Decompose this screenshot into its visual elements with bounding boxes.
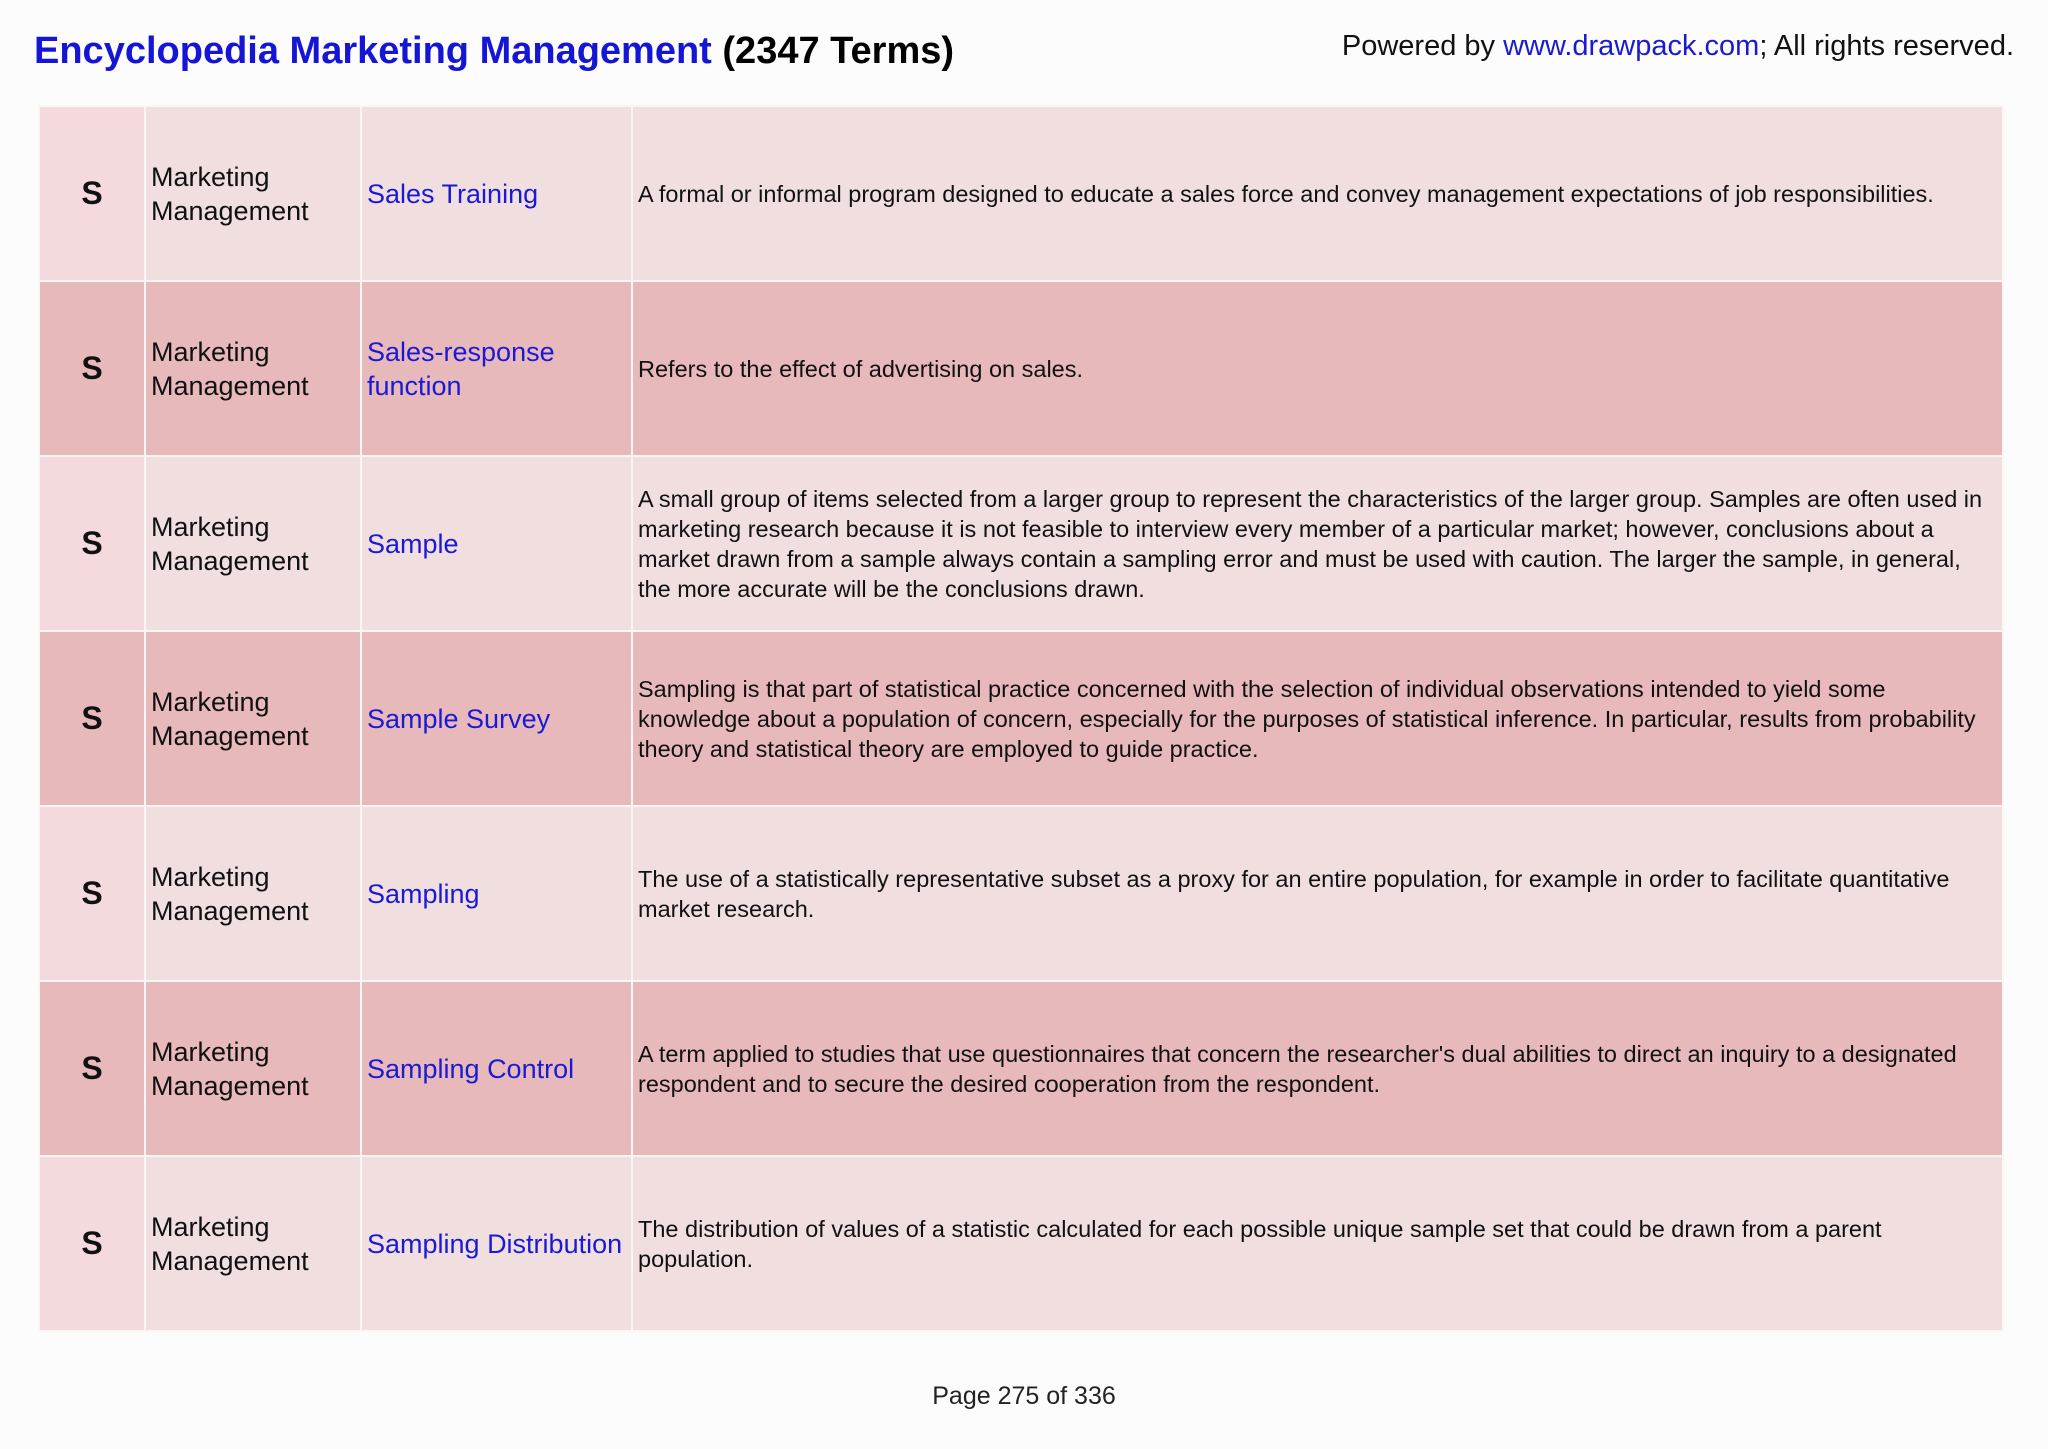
definition-cell: Refers to the effect of advertising on sales.: [632, 281, 2003, 456]
letter-cell: S: [39, 1156, 145, 1331]
definition-cell: The use of a statistically representative subset as a proxy for an entire population, for example in order to facilitate quantitative market research.: [632, 806, 2003, 981]
definition-cell: A formal or informal program designed to educate a sales force and convey management expectations of job responsibilities.: [632, 106, 2003, 281]
term-link[interactable]: Sales Training: [361, 106, 632, 281]
category-cell: Marketing Management: [145, 631, 361, 806]
powered-suffix: ; All rights reserved.: [1759, 30, 2014, 62]
encyclopedia-title: Encyclopedia Marketing Management: [34, 30, 712, 72]
letter-cell: S: [39, 281, 145, 456]
category-cell: Marketing Management: [145, 806, 361, 981]
table-row: [39, 981, 2003, 1156]
table-row: [39, 456, 2003, 631]
letter-cell: S: [39, 456, 145, 631]
table-row: [39, 806, 2003, 981]
definition-cell: Sampling is that part of statistical practice concerned with the selection of individual observations intended to yield some knowledge about a population of concern, especially for the purposes of statistical inference. In particular, results from probability theory and statistical theory are employed to guide practice.: [632, 631, 2003, 806]
drawpack-link[interactable]: www.drawpack.com: [1503, 30, 1760, 62]
powered-prefix: Powered by: [1341, 30, 1504, 62]
powered-by: [1342, 30, 2014, 63]
letter-cell: S: [39, 806, 145, 981]
term-link[interactable]: Sample Survey: [361, 631, 632, 806]
category-cell: Marketing Management: [145, 1156, 361, 1331]
table-row: [39, 1156, 2003, 1331]
letter-cell: S: [39, 631, 145, 806]
table-row: [39, 631, 2003, 806]
term-link[interactable]: Sampling Control: [361, 981, 632, 1156]
term-link[interactable]: Sales-response function: [361, 281, 632, 456]
term-link[interactable]: Sampling: [361, 806, 632, 981]
category-cell: Marketing Management: [145, 456, 361, 631]
letter-cell: S: [39, 981, 145, 1156]
definition-cell: The distribution of values of a statistic calculated for each possible unique sample set that could be drawn from a parent population.: [632, 1156, 2003, 1331]
page-number: Page 275 of 336: [932, 1382, 1116, 1410]
terms-table: [38, 105, 2004, 1332]
category-cell: Marketing Management: [145, 981, 361, 1156]
category-cell: Marketing Management: [145, 281, 361, 456]
table-row: [39, 106, 2003, 281]
term-count: (2347 Terms): [722, 30, 955, 72]
term-link[interactable]: Sample: [361, 456, 632, 631]
page-title: [34, 30, 954, 73]
definition-cell: A term applied to studies that use questionnaires that concern the researcher's dual abilities to direct an inquiry to a designated respondent and to secure the desired cooperation from the respondent.: [632, 981, 2003, 1156]
table-row: [39, 281, 2003, 456]
category-cell: Marketing Management: [145, 106, 361, 281]
letter-cell: S: [39, 106, 145, 281]
definition-cell: A small group of items selected from a larger group to represent the characteristics of the larger group. Samples are often used in marketing research because it is not feasible to interview every member of a particular market; however, conclusions about a market drawn from a sample always contain a sampling error and must be used with caution. The larger the sample, in general, the more accurate will be the conclusions drawn.: [632, 456, 2003, 631]
term-link[interactable]: Sampling Distribution: [361, 1156, 632, 1331]
page-header: [0, 0, 2048, 105]
